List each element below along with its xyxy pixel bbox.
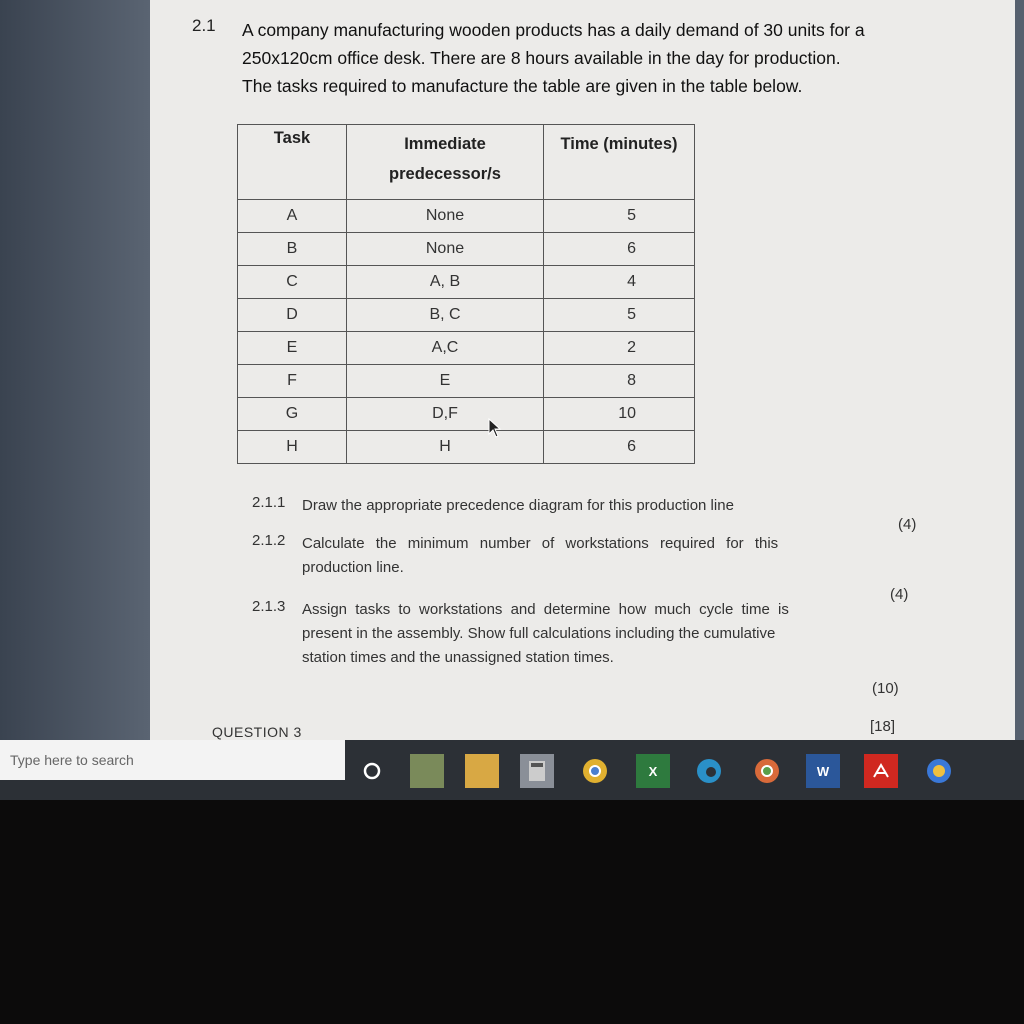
subquestion-2-1-2 <box>252 532 872 584</box>
question-intro <box>242 16 922 100</box>
predecessor-cell: D,F <box>347 398 544 431</box>
chrome-icon[interactable] <box>750 754 784 788</box>
document-page <box>150 0 1015 750</box>
subquestion-number: 2.1.1 <box>252 494 286 511</box>
predecessor-cell: None <box>347 233 544 266</box>
task-cell: C <box>238 266 347 299</box>
file-explorer-icon[interactable] <box>465 754 499 788</box>
mouse-cursor-icon <box>488 418 502 438</box>
time-cell: 8 <box>544 365 695 398</box>
table-row <box>238 332 695 365</box>
subquestion-2-1-1 <box>252 494 872 522</box>
cortana-icon[interactable] <box>355 754 389 788</box>
task-cell: B <box>238 233 347 266</box>
word-icon[interactable]: W <box>806 754 840 788</box>
subquestion-text <box>302 598 789 670</box>
intro-line: A company manufacturing wooden products has a daily demand of 30 units for a <box>242 20 865 40</box>
header-predecessor: Immediate predecessor/s <box>347 125 544 200</box>
calculator-icon[interactable] <box>520 754 554 788</box>
photos-icon[interactable] <box>410 754 444 788</box>
table-row <box>238 200 695 233</box>
acrobat-icon[interactable] <box>864 754 898 788</box>
time-cell: 6 <box>544 431 695 464</box>
marks-2-1-2: (4) <box>890 586 909 603</box>
time-cell: 5 <box>544 299 695 332</box>
predecessor-cell: A, B <box>347 266 544 299</box>
time-cell: 4 <box>544 266 695 299</box>
task-cell: A <box>238 200 347 233</box>
marks-2-1-1: (4) <box>898 516 917 533</box>
subquestion-number: 2.1.3 <box>252 598 286 615</box>
task-cell: G <box>238 398 347 431</box>
table-row <box>238 398 695 431</box>
edge-icon[interactable] <box>692 754 726 788</box>
time-cell: 2 <box>544 332 695 365</box>
total-marks: [18] <box>870 718 896 735</box>
task-cell: H <box>238 431 347 464</box>
app-icon[interactable] <box>922 754 956 788</box>
table-row <box>238 266 695 299</box>
marks-2-1-3: (10) <box>872 680 899 697</box>
table-row <box>238 233 695 266</box>
predecessor-cell: H <box>347 431 544 464</box>
subquestion-line: station times and the unassigned station times. <box>302 649 614 666</box>
task-cell: D <box>238 299 347 332</box>
subquestion-line: present in the assembly. Show full calculations including the cumulative <box>302 625 776 642</box>
time-cell: 6 <box>544 233 695 266</box>
time-cell: 10 <box>544 398 695 431</box>
task-cell: E <box>238 332 347 365</box>
subquestion-text <box>302 532 778 580</box>
header-time: Time (minutes) <box>544 125 695 200</box>
predecessor-cell: B, C <box>347 299 544 332</box>
predecessor-cell: None <box>347 200 544 233</box>
predecessor-cell: E <box>347 365 544 398</box>
table-row <box>238 431 695 464</box>
subquestion-text: Draw the appropriate precedence diagram for this production line <box>302 497 734 514</box>
intro-line: 250x120cm office desk. There are 8 hours available in the day for production. <box>242 48 841 68</box>
task-cell: F <box>238 365 347 398</box>
taskbar <box>0 740 1024 800</box>
intro-line: The tasks required to manufacture the table are given in the table below. <box>242 76 803 96</box>
task-table <box>237 124 695 464</box>
left-panel <box>0 0 150 740</box>
taskbar-search[interactable]: Type here to search <box>0 740 345 780</box>
table-header-row <box>238 125 695 200</box>
table-row <box>238 365 695 398</box>
excel-icon[interactable]: X <box>636 754 670 788</box>
subquestion-line: Calculate the minimum number of workstations required for this <box>302 535 779 552</box>
subquestion-2-1-3 <box>252 598 872 674</box>
time-cell: 5 <box>544 200 695 233</box>
question-number: 2.1 <box>192 16 216 35</box>
subquestion-number: 2.1.2 <box>252 532 286 549</box>
next-question-heading: QUESTION 3 <box>212 724 302 740</box>
subquestion-line: production line. <box>302 559 404 576</box>
table-row <box>238 299 695 332</box>
predecessor-cell: A,C <box>347 332 544 365</box>
chrome-icon[interactable] <box>578 754 612 788</box>
subquestion-line: Assign tasks to workstations and determine how much cycle time is <box>302 601 789 618</box>
header-task: Task <box>238 125 347 200</box>
